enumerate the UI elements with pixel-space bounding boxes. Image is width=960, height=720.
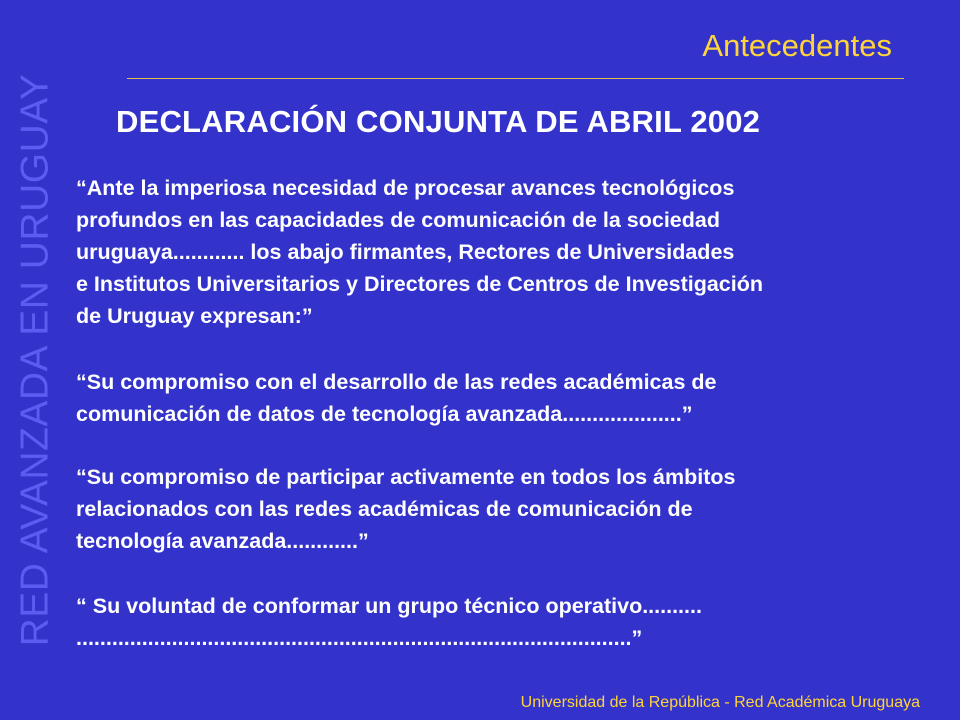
paragraph-line: “ Su voluntad de conformar un grupo técnico operativo.......... (76, 594, 702, 618)
paragraph-line: uruguaya............ los abajo firmantes, Rectores de Universidades (76, 240, 735, 264)
side-title (15, 50, 55, 670)
title-divider (127, 78, 904, 79)
paragraph-line: e Institutos Universitarios y Directores de Centros de Investigación (76, 272, 764, 296)
paragraph-line: “Su compromiso de participar activamente en todos los ámbitos (76, 465, 736, 489)
slide-heading: DECLARACIÓN CONJUNTA DE ABRIL 2002 (116, 104, 761, 139)
paragraph-line: tecnología avanzada............” (76, 529, 369, 553)
paragraph-commitment-participation (76, 461, 736, 557)
paragraph-commitment-networks (76, 366, 716, 430)
paragraph-line: profundos en las capacidades de comunicación de la sociedad (76, 208, 720, 232)
footer-credit: Universidad de la República - Red Académica Uruguaya (520, 694, 920, 711)
paragraph-line: “Ante la imperiosa necesidad de procesar avances tecnológicos (76, 176, 735, 200)
paragraph-line: relacionados con las redes académicas de comunicación de (76, 497, 693, 521)
paragraph-technical-group (76, 590, 702, 654)
paragraph-line: comunicación de datos de tecnología avanzada....................” (76, 402, 693, 426)
paragraph-preamble (76, 172, 763, 332)
paragraph-line: .............................................................................................” (76, 626, 643, 650)
side-title-text: RED AVANZADA EN URUGUAY (13, 73, 56, 647)
section-title: Antecedentes (702, 28, 892, 63)
paragraph-line: “Su compromiso con el desarrollo de las redes académicas de (76, 370, 717, 394)
paragraph-line: de Uruguay expresan:” (76, 304, 313, 328)
